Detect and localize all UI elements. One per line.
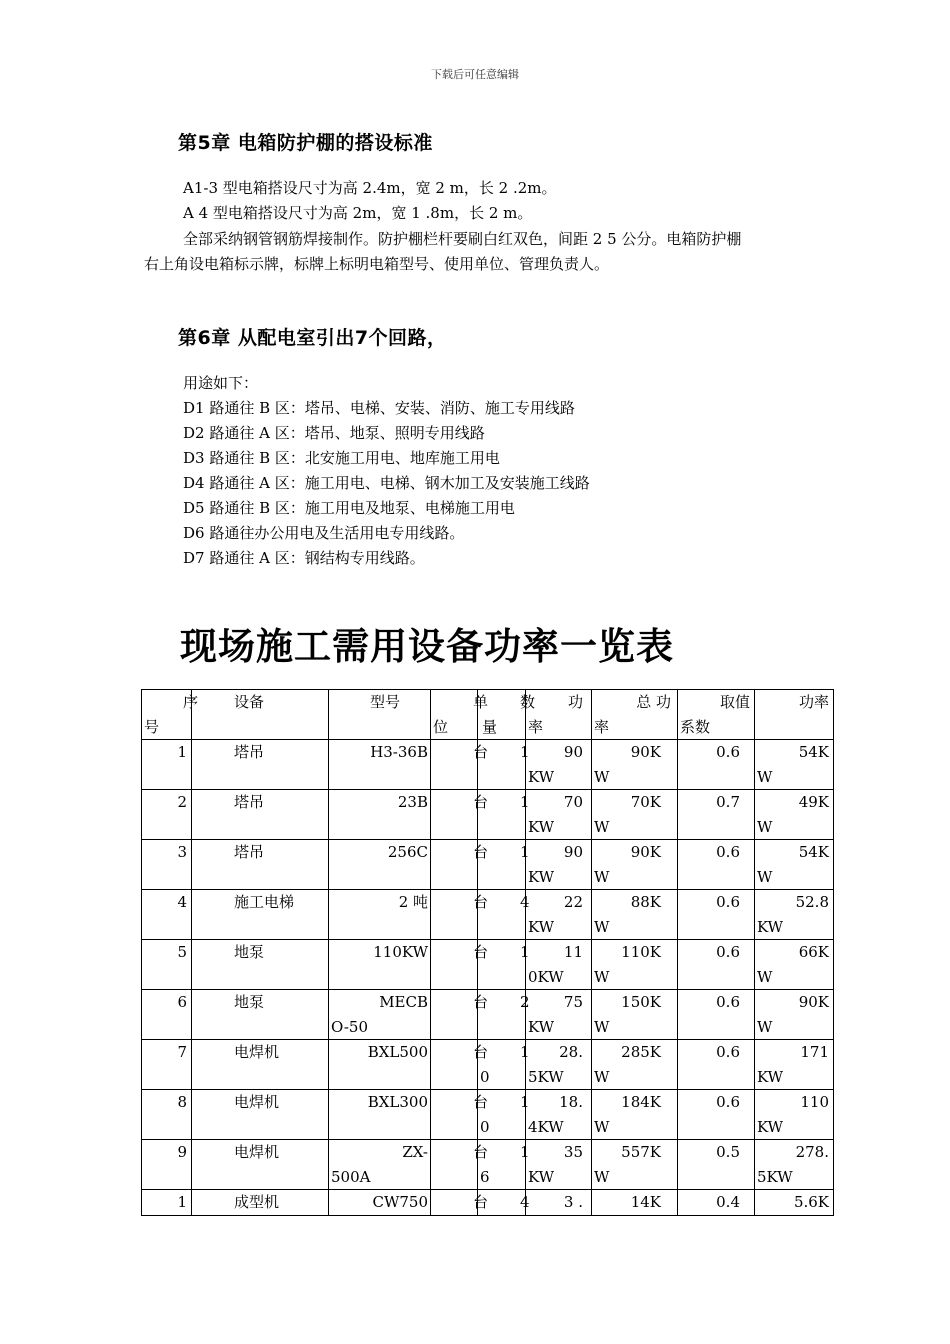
cell-equipment: 地泵 xyxy=(192,940,329,990)
cell-total-power: 110K W xyxy=(592,940,678,990)
cell-total-power: 88K W xyxy=(592,890,678,940)
cell-power-result: 278. 5KW xyxy=(755,1140,834,1190)
cell-power-result: 54K W xyxy=(755,840,834,890)
cell-total-power: 90K W xyxy=(592,840,678,890)
table-row xyxy=(142,1140,834,1190)
header-cell-power-result: 功率 xyxy=(755,690,834,740)
cell-power-result: 5.6K xyxy=(755,1190,834,1216)
cell-power: 90 KW xyxy=(526,840,592,890)
section6-line: D7 路通往 A 区：钢结构专用线路。 xyxy=(183,549,425,567)
header-cell-total-power: 总 功 率 xyxy=(592,690,678,740)
section6-line: 用途如下： xyxy=(183,374,259,392)
cell-no: 5 xyxy=(142,940,192,990)
section5-heading: 第5章 电箱防护棚的搭设标准 xyxy=(178,132,433,154)
cell-power: 11 0KW xyxy=(526,940,592,990)
cell-model: BXL500 xyxy=(329,1040,431,1090)
cell-power-result: 171 KW xyxy=(755,1040,834,1090)
header-cell-power: 功 率 xyxy=(526,690,592,740)
header-cell-qty: 数 量 xyxy=(478,690,526,740)
table-row xyxy=(142,1040,834,1090)
cell-no: 6 xyxy=(142,990,192,1040)
section5-line: 右上角设电箱标示牌，标牌上标明电箱型号、使用单位、管理负责人。 xyxy=(144,255,610,273)
cell-model: 110KW xyxy=(329,940,431,990)
cell-equipment: 地泵 xyxy=(192,990,329,1040)
cell-total-power: 90K W xyxy=(592,740,678,790)
cell-coefficient: 0.6 xyxy=(678,840,755,890)
cell-qty: 1 0 xyxy=(478,1090,526,1140)
cell-model: 2 吨 xyxy=(329,890,431,940)
cell-total-power: 14K xyxy=(592,1190,678,1216)
cell-power: 18. 4KW xyxy=(526,1090,592,1140)
cell-qty: 1 6 xyxy=(478,1140,526,1190)
cell-equipment: 电焊机 xyxy=(192,1040,329,1090)
cell-total-power: 70K W xyxy=(592,790,678,840)
header-cell-unit: 单 位 xyxy=(431,690,478,740)
cell-coefficient: 0.6 xyxy=(678,1090,755,1140)
cell-qty: 1 xyxy=(478,940,526,990)
cell-unit: 台 xyxy=(431,1140,478,1190)
cell-power-result: 54K W xyxy=(755,740,834,790)
cell-qty: 4 xyxy=(478,1190,526,1216)
equipment-power-table xyxy=(141,689,834,1216)
cell-no: 1 xyxy=(142,1190,192,1216)
cell-no: 4 xyxy=(142,890,192,940)
cell-no: 3 xyxy=(142,840,192,890)
table-row xyxy=(142,940,834,990)
section6-heading: 第6章 从配电室引出7个回路， xyxy=(178,327,447,349)
section6-line: D2 路通往 A 区：塔吊、地泵、照明专用线路 xyxy=(183,424,485,442)
table-row xyxy=(142,1090,834,1140)
cell-unit: 台 xyxy=(431,1040,478,1090)
cell-qty: 1 xyxy=(478,740,526,790)
cell-coefficient: 0.5 xyxy=(678,1140,755,1190)
cell-power: 90 KW xyxy=(526,740,592,790)
cell-equipment: 塔吊 xyxy=(192,740,329,790)
table-row xyxy=(142,990,834,1040)
cell-qty: 1 xyxy=(478,790,526,840)
cell-equipment: 电焊机 xyxy=(192,1090,329,1140)
cell-unit: 台 xyxy=(431,840,478,890)
cell-unit: 台 xyxy=(431,1090,478,1140)
cell-power: 35 KW xyxy=(526,1140,592,1190)
cell-equipment: 成型机 xyxy=(192,1190,329,1216)
header-cell-no: 序 号 xyxy=(142,690,192,740)
section5-line: 全部采纳钢管钢筋焊接制作。防护棚栏杆要刷白红双色，间距 2 5 公分。电箱防护棚 xyxy=(183,230,742,248)
cell-model: CW750 xyxy=(329,1190,431,1216)
cell-unit: 台 xyxy=(431,890,478,940)
cell-coefficient: 0.6 xyxy=(678,1040,755,1090)
cell-power-result: 110 KW xyxy=(755,1090,834,1140)
table-row xyxy=(142,740,834,790)
section5-line: A1-3 型电箱搭设尺寸为高 2.4m，宽 2 m，长 2 .2m。 xyxy=(183,179,557,197)
table-row xyxy=(142,840,834,890)
cell-total-power: 285K W xyxy=(592,1040,678,1090)
cell-unit: 台 xyxy=(431,740,478,790)
cell-model: H3-36B xyxy=(329,740,431,790)
section6-line: D6 路通往办公用电及生活用电专用线路。 xyxy=(183,524,465,542)
cell-power: 75 KW xyxy=(526,990,592,1040)
header-cell-model: 型号 xyxy=(329,690,431,740)
cell-power: 70 KW xyxy=(526,790,592,840)
cell-equipment: 施工电梯 xyxy=(192,890,329,940)
cell-qty: 1 xyxy=(478,840,526,890)
cell-total-power: 184K W xyxy=(592,1090,678,1140)
section6-line: D4 路通往 A 区：施工用电、电梯、钢木加工及安装施工线路 xyxy=(183,474,590,492)
cell-unit: 台 xyxy=(431,790,478,840)
header-cell-coefficient: 取值 系数 xyxy=(678,690,755,740)
cell-coefficient: 0.6 xyxy=(678,940,755,990)
section6-line: D5 路通往 B 区：施工用电及地泵、电梯施工用电 xyxy=(183,499,515,517)
cell-qty: 2 xyxy=(478,990,526,1040)
cell-no: 2 xyxy=(142,790,192,840)
cell-coefficient: 0.6 xyxy=(678,890,755,940)
section5-line: A 4 型电箱搭设尺寸为高 2m，宽 1 .8m，长 2 m。 xyxy=(183,204,533,222)
cell-power-result: 66K W xyxy=(755,940,834,990)
cell-no: 9 xyxy=(142,1140,192,1190)
cell-model: 23B xyxy=(329,790,431,840)
cell-no: 8 xyxy=(142,1090,192,1140)
cell-power-result: 49K W xyxy=(755,790,834,840)
cell-power: 22 KW xyxy=(526,890,592,940)
cell-no: 1 xyxy=(142,740,192,790)
table-row xyxy=(142,890,834,940)
cell-model: BXL300 xyxy=(329,1090,431,1140)
section6-line: D1 路通往 B 区：塔吊、电梯、安装、消防、施工专用线路 xyxy=(183,399,575,417)
cell-power-result: 52.8 KW xyxy=(755,890,834,940)
cell-total-power: 557K W xyxy=(592,1140,678,1190)
cell-qty: 1 0 xyxy=(478,1040,526,1090)
cell-power: 28. 5KW xyxy=(526,1040,592,1090)
cell-unit: 台 xyxy=(431,1190,478,1216)
cell-qty: 4 xyxy=(478,890,526,940)
cell-power: 3 . xyxy=(526,1190,592,1216)
cell-unit: 台 xyxy=(431,940,478,990)
header-cell-equipment: 设备 xyxy=(192,690,329,740)
table-header-row xyxy=(142,690,834,740)
cell-coefficient: 0.7 xyxy=(678,790,755,840)
cell-equipment: 电焊机 xyxy=(192,1140,329,1190)
cell-equipment: 塔吊 xyxy=(192,840,329,890)
cell-power-result: 90K W xyxy=(755,990,834,1040)
table-row xyxy=(142,1190,834,1216)
cell-coefficient: 0.4 xyxy=(678,1190,755,1216)
cell-coefficient: 0.6 xyxy=(678,990,755,1040)
cell-model: 256C xyxy=(329,840,431,890)
cell-coefficient: 0.6 xyxy=(678,740,755,790)
cell-no: 7 xyxy=(142,1040,192,1090)
cell-total-power: 150K W xyxy=(592,990,678,1040)
table-title: 现场施工需用设备功率一览表 xyxy=(180,624,674,668)
cell-model: ZX- 500A xyxy=(329,1140,431,1190)
cell-model: MECB O-50 xyxy=(329,990,431,1040)
cell-unit: 台 xyxy=(431,990,478,1040)
section6-line: D3 路通往 B 区：北安施工用电、地库施工用电 xyxy=(183,449,500,467)
cell-equipment: 塔吊 xyxy=(192,790,329,840)
table-row xyxy=(142,790,834,840)
page-header: 下载后可任意编辑 xyxy=(431,68,519,81)
